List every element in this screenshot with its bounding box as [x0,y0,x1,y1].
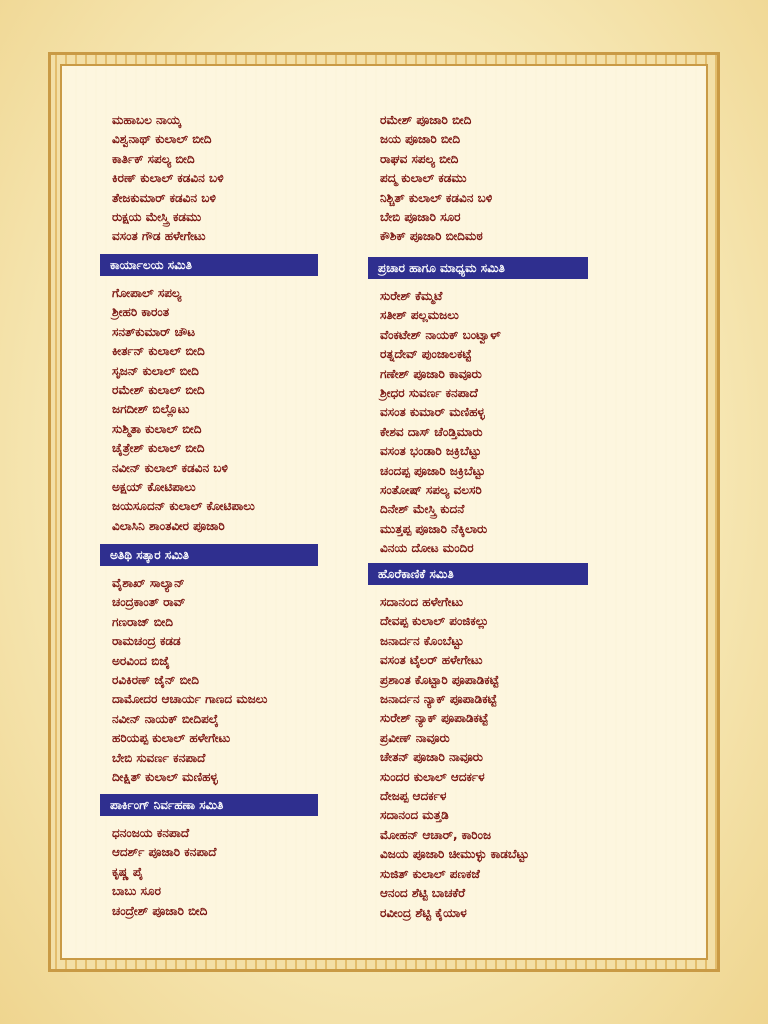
left-names-top [112,111,402,247]
list-item: ಶ್ರೀಹರಿ ಕಾರಂತ [112,305,170,320]
list-item: ಸುಜಿತ್ ಕುಲಾಲ್ ಪಣಕಜೆ [380,866,480,881]
list-item: ದೀಕ್ಷಿತ್ ಕುಲಾಲ್ ಮಣಿಹಳ್ಳ [112,770,218,785]
list-item: ಕೇಶವ ದಾಸ್ ಚೆಂಡ್ತಿಮಾರು [380,424,483,439]
list-item: ಅರವಿಂದ ಬಿಜೈ [112,653,170,668]
list-item: ವಸಂತ ಭಂಡಾರಿ ಜಕ್ರಿಬೆಟ್ಟು [380,444,482,459]
list-item: ನಿಶ್ಚಿತ್ ಕುಲಾಲ್ ಕಡವಿನ ಬಳಿ [380,190,493,205]
list-item: ಚಂದ್ರಕಾಂತ್ ರಾವ್ [112,595,186,610]
list-item: ದೇವಪ್ಪ ಕುಲಾಲ್ ಪಂಜಿಕಲ್ಲು [380,614,489,629]
list-item: ಸುಂದರ ಕುಲಾಲ್ ಆದರ್ಕಳ [380,769,485,784]
list-item: ಸತೀಶ್ ಪಲ್ಲಮಜಲು [380,308,459,323]
list-item: ವಸಂತ ಟೈಲರ್ ಹಳೇಗೇಟು [380,653,483,668]
list-item: ಧನಂಜಯ ಕನಪಾದೆ [112,826,190,840]
list-item: ತೇಜಕುಮಾರ್ ಕಡವಿನ ಬಳಿ [112,190,216,205]
list-item: ಕಾರ್ತಿಕ್ ಸಪಲ್ಯ ಬೀದಿ [112,151,195,166]
content-panel [60,64,708,960]
list-item: ಗಣರಾಜ್ ಬೀದಿ [112,614,173,629]
list-item: ನವೀನ್ ಕುಲಾಲ್ ಕಡವಿನ ಬಳಿ [112,460,228,475]
section-header-parking: ಪಾರ್ಕಿಂಗ್ ನಿರ್ವಹಣಾ ಸಮಿತಿ [100,794,318,816]
list-item: ರುಕ್ಷಯ ಮೇಸ್ತ್ರಿ ಕಡಮು [112,210,202,225]
list-item: ದೇಜಪ್ಪ ಆದರ್ಕಳ [380,789,447,804]
list-item: ರತ್ನದೇವ್ ಪುಂಜಾಲಕಟ್ಟೆ [380,347,472,362]
list-item: ಚೇತನ್ ಪೂಜಾರಿ ನಾವೂರು [380,750,483,765]
list-item: ಜಯಸೂದನ್ ಕುಲಾಲ್ ಕೋಟಿಪಾಲು [112,499,255,514]
list-item: ಗೋಪಾಲ್ ಸಪಲ್ಯ [112,286,182,300]
list-item: ಪ್ರಶಾಂತ ಕೊಟ್ಟಾರಿ ಪೂಪಾಡಿಕಟ್ಟೆ [380,672,499,687]
decorative-border [48,52,720,972]
list-item: ಗಣೇಶ್ ಪೂಜಾರಿ ಕಾವೂರು [380,366,482,381]
list-item: ಹರಿಯಪ್ಪ ಕುಲಾಲ್ ಹಳೇಗೇಟು [112,731,231,746]
list-item: ರವೀಂದ್ರ ಶೆಟ್ಟಿ ಕೈಯಾಳ [380,905,467,920]
list-item: ಜಯ ಪೂಜಾರಿ ಬೀದಿ [380,132,461,147]
list-item: ರಮೇಶ್ ಪೂಜಾರಿ ಬೀದಿ [380,113,472,127]
list-item: ರಮೇಶ್ ಕುಲಾಲ್ ಬೀದಿ [112,383,205,398]
list-item: ಬೇಬಿ ಪೂಜಾರಿ ಸೂರ [380,210,461,225]
list-item: ವಸಂತ ಕುಮಾರ್ ಮಣಿಹಳ್ಳ [380,405,485,420]
list-item: ಬಾಬು ಸೂರ [112,884,161,899]
list-item: ರಾಮಚಂದ್ರ ಕಡಡ [112,634,181,649]
list-item: ದಿನೇಶ್ ಮೇಸ್ತ್ರಿ ಕುದನೆ [380,502,465,517]
right-names-top [380,111,670,247]
list-item: ಸಂತೋಷ್ ಸಪಲ್ಯ ವಲಸರಿ [380,483,482,498]
list-item: ಚಂದ್ರೇಶ್ ಪೂಜಾರಿ ಬೀದಿ [112,903,208,918]
list-item: ಆನಂದ ಶೆಟ್ಟಿ ಬಾಚಕೆರೆ [380,886,466,901]
list-item: ಚೈತ್ರೇಶ್ ಕುಲಾಲ್ ಬೀದಿ [112,441,205,456]
horekanike-names [380,593,670,923]
list-item: ಮೋಹನ್ ಆಚಾರ್, ಕಾರಿಂಜ [380,827,492,842]
list-item: ಕೀರ್ತನ್ ಕುಲಾಲ್ ಬೀದಿ [112,344,205,359]
list-item: ಬೇಬಿ ಸುವರ್ಣ ಕನಪಾದೆ [112,750,206,765]
list-item: ಕೌಶಿಕ್ ಪೂಜಾರಿ ಬೀದಿಮಠ [380,229,483,244]
list-item: ಚಂದಪ್ಪ ಪೂಜಾರಿ ಜಕ್ರಿಬೆಟ್ಟು [380,463,486,478]
atithi-names [112,574,402,787]
list-item: ವಿಲಾಸಿನಿ ಶಾಂತವೀರ ಪೂಜಾರಿ [112,518,225,533]
list-item: ದಾಮೋದರ ಆಚಾರ್ಯ ಗಾಣದ ಮಜಲು [112,692,268,707]
list-item: ರಾಘವ ಸಪಲ್ಯ ಬೀದಿ [380,151,459,166]
list-item: ಸುಶ್ಮಿತಾ ಕುಲಾಲ್ ಬೀದಿ [112,421,202,436]
list-item: ಜನಾರ್ದನ ನ್ಯಾಕ್ ಪೂಪಾಡಿಕಟ್ಟೆ [380,692,497,707]
list-item: ಸದಾನಂದ ಹಳೇಗೇಟು [380,595,464,609]
list-item: ಕಿರಣ್ ಕುಲಾಲ್ ಕಡವಿನ ಬಳಿ [112,171,224,186]
list-item: ವಿನಯ ದೋಟ ಮಂದಿರ [380,541,474,556]
list-item: ಮಹಾಬಲ ನಾಯ್ಕ [112,113,181,127]
parking-names [112,824,402,921]
list-item: ರವಿಕಿರಣ್ ಜೈನ್ ಬೀದಿ [112,673,199,688]
section-header-prachara: ಪ್ರಚಾರ ಹಾಗೂ ಮಾಧ್ಯಮ ಸಮಿತಿ [368,257,588,279]
list-item: ಪದ್ಮ ಕುಲಾಲ್ ಕಡಮು [380,171,467,186]
list-item: ವೆಂಕಟೇಶ್ ನಾಯಕ್ ಬಂಟ್ವಾಳ್ [380,327,501,342]
list-item: ಜನಾರ್ದನ ಕೊಂಬೆಟ್ಟು [380,633,464,648]
list-item: ಸೃಜನ್ ಕುಲಾಲ್ ಬೀದಿ [112,363,199,378]
list-item: ಜಗದೀಶ್ ಬಿಲ್ಲೊಟು [112,402,190,417]
list-item: ಸದಾನಂದ ಮತ್ತಡಿ [380,808,449,823]
list-item: ಮುತ್ತಪ್ಪ ಪೂಜಾರಿ ನೆಕ್ಕಿಲಾರು [380,521,488,536]
list-item: ನವೀನ್ ನಾಯಕ್ ಬೀದಿಪಲ್ಕೆ [112,711,219,726]
section-header-atithi: ಅತಿಥಿ ಸತ್ಕಾರ ಸಮಿತಿ [100,544,318,566]
list-item: ಅಕ್ಷಯ್ ಕೋಟಿಪಾಲು [112,480,196,495]
prachara-names [380,287,670,559]
list-item: ಪ್ರವೀಣ್ ನಾವೂರು [380,730,450,745]
section-header-karyalaya: ಕಾರ್ಯಾಲಯ ಸಮಿತಿ [100,254,318,276]
list-item: ಶ್ರೀಧರ ಸುವರ್ಣ ಕನಪಾದೆ [380,386,478,401]
list-item: ವಿಶ್ವನಾಥ್ ಕುಲಾಲ್ ಬೀದಿ [112,132,212,147]
list-item: ವೈಶಾಖ್ ಸಾಲ್ಯಾನ್ [112,576,185,590]
list-item: ಸನತ್‌ಕುಮಾರ್ ಚೌಟ [112,324,196,339]
list-item: ಸುರೇಶ್ ಕೆಮ್ಮಟೆ [380,289,443,303]
section-header-horekanike: ಹೊರೆಕಾಣಿಕೆ ಸಮಿತಿ [368,563,588,585]
list-item: ವಸಂತ ಗೌಡ ಹಳೇಗೇಟು [112,229,206,244]
list-item: ಕೃಷ್ಣ ಪೈ [112,864,144,879]
karyalaya-names [112,284,402,536]
list-item: ಸುರೇಶ್ ನ್ಯಾಕ್ ಪೂಪಾಡಿಕಟ್ಟೆ [380,711,489,726]
list-item: ವಿಜಯ ಪೂಜಾರಿ ಚೀಮುಳ್ಳು ಕಾಡಬೆಟ್ಟು [380,847,530,862]
list-item: ಆದರ್ಶ್ ಪೂಜಾರಿ ಕನಪಾದೆ [112,845,217,860]
